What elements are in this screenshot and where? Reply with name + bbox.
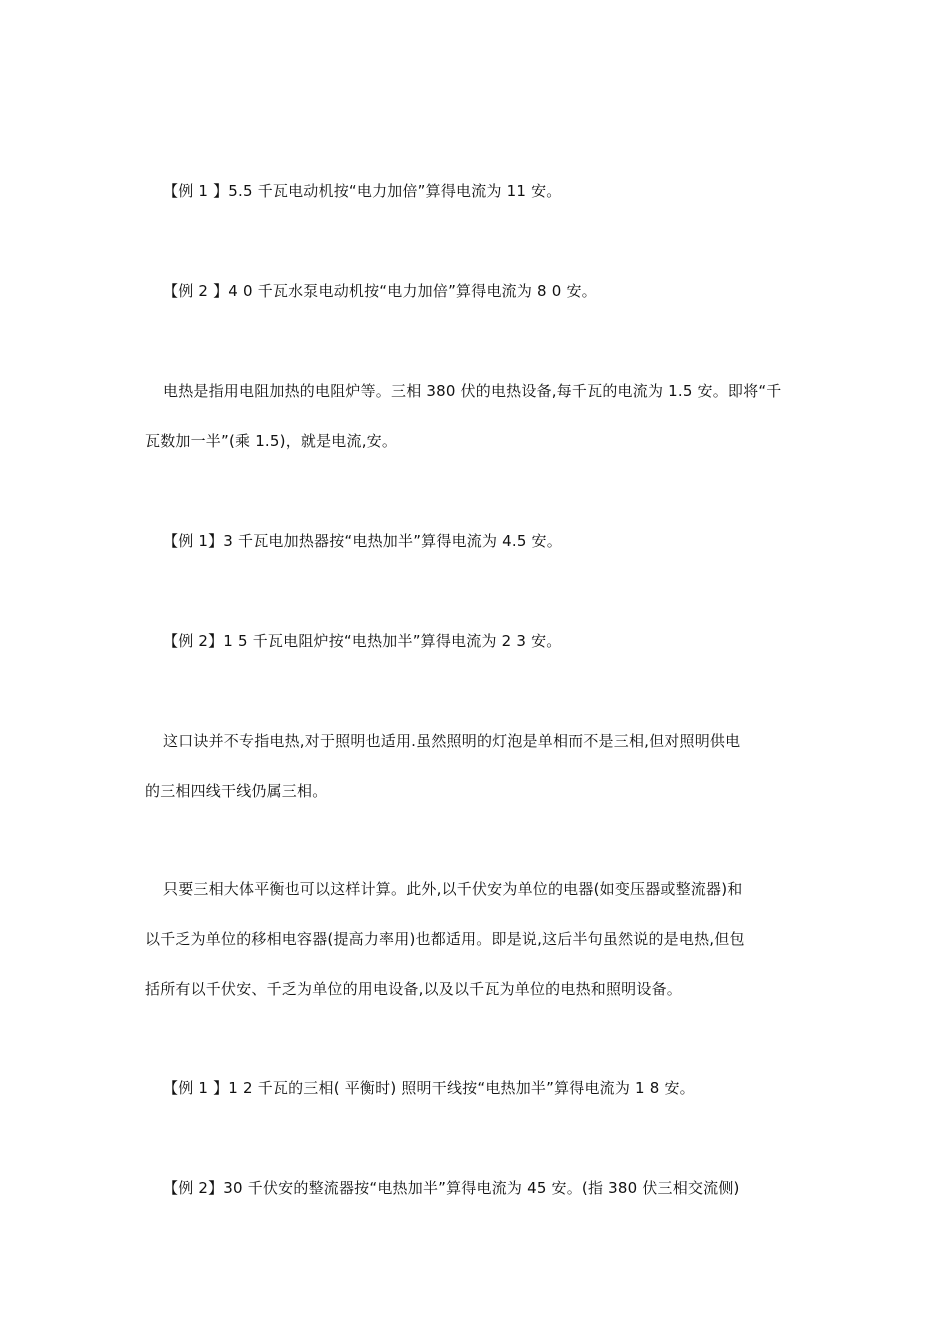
example-line: 【例 1】3 千瓦电加热器按“电热加半”算得电流为 4.5 安。 (163, 532, 562, 550)
example-line: 【例 2 】4 0 千瓦水泵电动机按“电力加倍”算得电流为 8 0 安。 (163, 282, 597, 300)
example-line: 【例 1 】5.5 千瓦电动机按“电力加倍”算得电流为 11 安。 (163, 182, 562, 200)
paragraph-line: 的三相四线干线仍属三相。 (145, 782, 328, 800)
example-line: 【例 2】1 5 千瓦电阻炉按“电热加半”算得电流为 2 3 安。 (163, 632, 562, 650)
paragraph-line: 以千乏为单位的移相电容器(提高力率用)也都适用。即是说,这后半句虽然说的是电热,但包 (145, 930, 745, 948)
paragraph-line: 这口诀并不专指电热,对于照明也适用.虽然照明的灯泡是单相而不是三相,但对照明供电 (163, 732, 741, 750)
paragraph-line: 电热是指用电阻加热的电阻炉等。三相 380 伏的电热设备,每千瓦的电流为 1.5 安。即将“千 (163, 382, 782, 400)
example-line: 【例 2】30 千伏安的整流器按“电热加半”算得电流为 45 安。(指 380 伏三相交流侧) (163, 1179, 740, 1197)
paragraph-line: 瓦数加一半”(乘 1.5)，就是电流,安。 (145, 432, 398, 450)
paragraph-line: 括所有以千伏安、千乏为单位的用电设备,以及以千瓦为单位的电热和照明设备。 (145, 980, 682, 998)
example-line: 【例 1 】1 2 千瓦的三相( 平衡时) 照明干线按“电热加半”算得电流为 1 8 安。 (163, 1079, 695, 1097)
paragraph-line: 只要三相大体平衡也可以这样计算。此外,以千伏安为单位的电器(如变压器或整流器)和 (163, 880, 743, 898)
